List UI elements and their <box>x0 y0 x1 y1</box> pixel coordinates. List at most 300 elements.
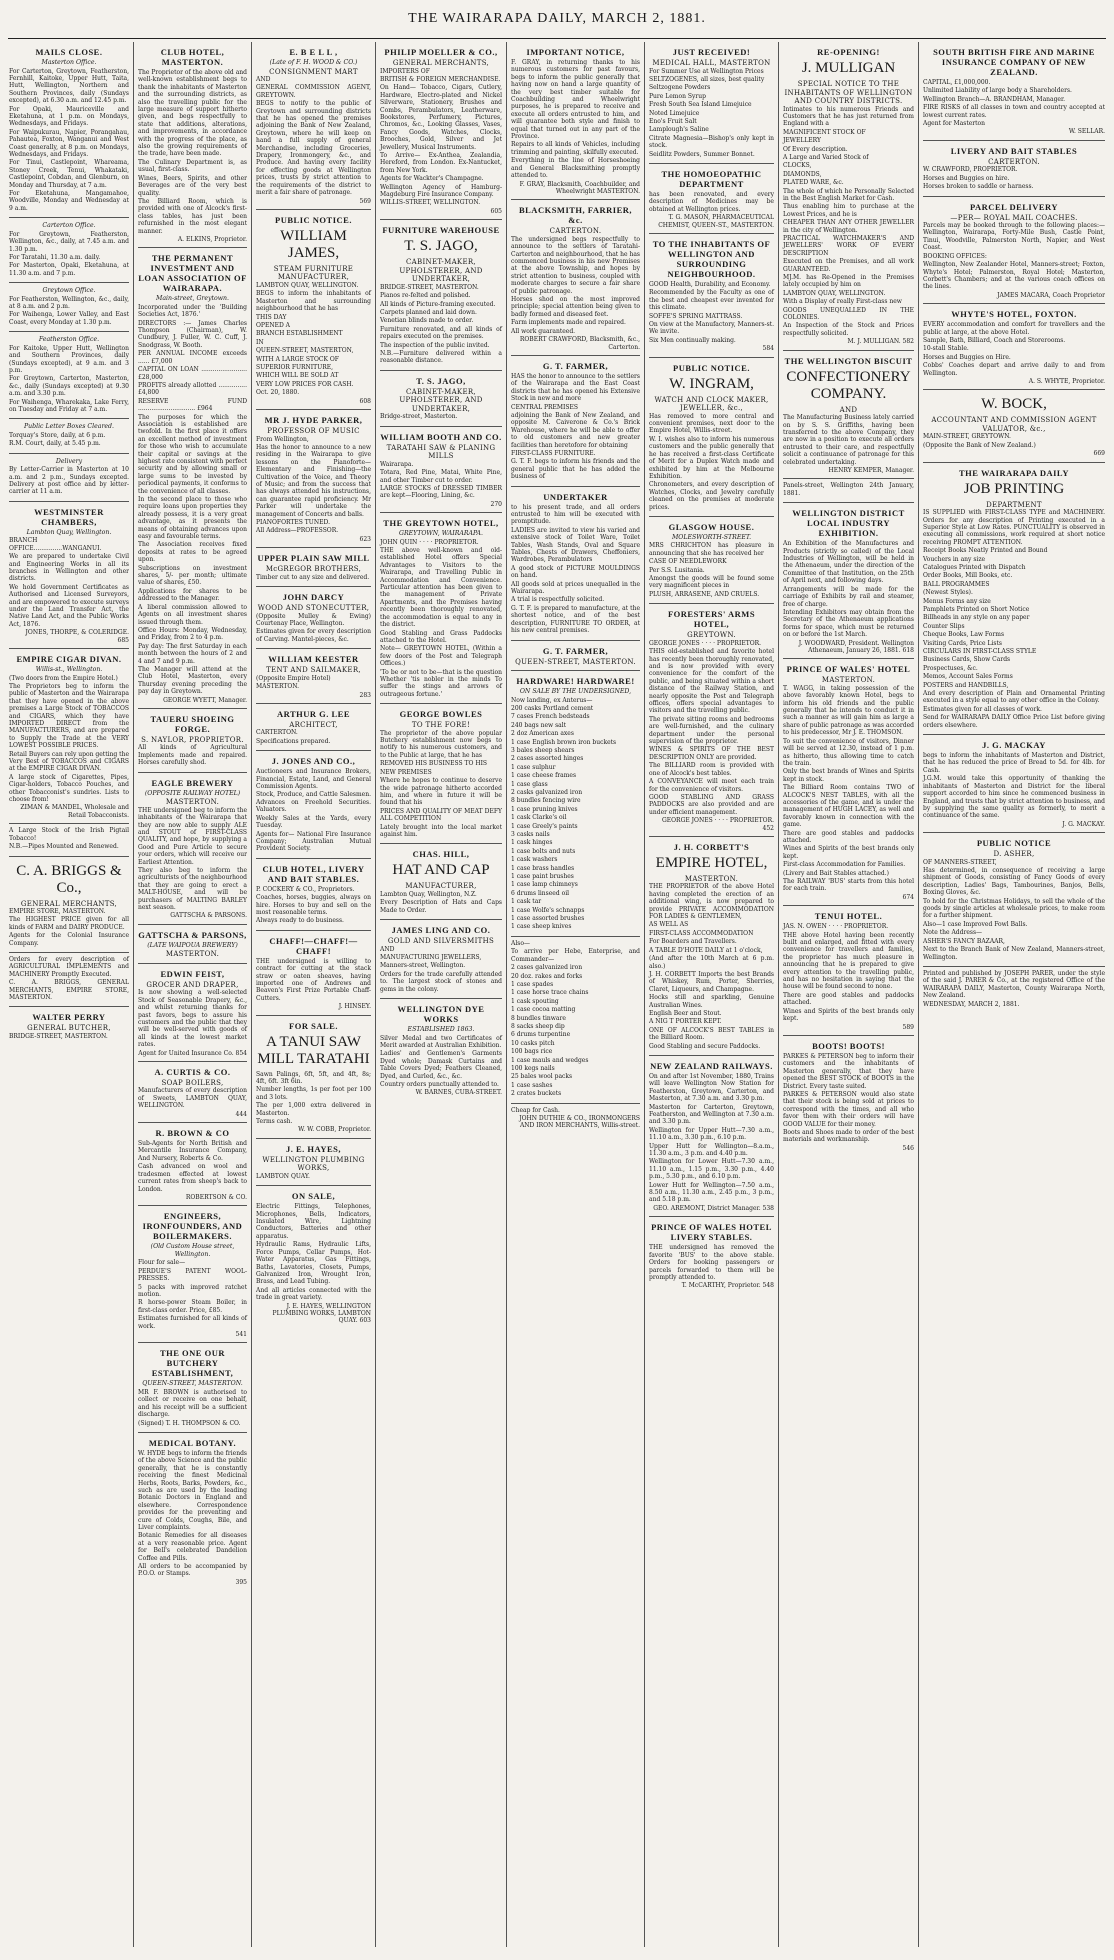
ad-paragraph: 1 case mauls and wedges <box>511 1056 589 1064</box>
ad-subheading: QUEEN-STREET, MASTERTON. <box>142 1380 243 1388</box>
ad-paragraph: Everything in the line of Horseshoeing and General Blacksmithing promptly attended to. <box>511 157 640 180</box>
ad-paragraph: J.G.M. would take this opportunity of thanking the inhabitants of Masterton and District for the liberal support accorded to him since he commenced business in England, and trusts that by strict attention to business, and by supplying the same quality as formerly, to merit a continuance of the same. <box>923 775 1106 820</box>
ad-paragraph: 1 case paint brushes <box>511 873 574 881</box>
ad-paragraph: BRIDGE-STREET, MASTERTON. <box>380 283 479 291</box>
ad-paragraph: CENTRAL PREMISES <box>511 403 579 411</box>
ad-heading: PUBLIC NOTICE. <box>275 214 352 225</box>
ad-paragraph: 10 casks pitch <box>511 1039 555 1047</box>
ad-heading: GATTSCHA & PARSONS, <box>138 929 247 940</box>
ad-paragraph: Unlimited Liability of large body a Shareholders. <box>923 87 1072 95</box>
ad-paragraph: And every description of Plain and Ornamental Printing executed in a style equal to any other office in the Colony. <box>923 690 1105 705</box>
ad-paragraph: C. A. BRIGGS, GENERAL MERCHANTS, EMPIRE STORE, MASTERTON. <box>9 979 129 1002</box>
advertisement <box>380 220 502 371</box>
ad-paragraph: REMOVED HIS BUSINESS TO HIS <box>380 760 488 768</box>
ad-heading: E. B E L L , <box>289 47 338 57</box>
ad-paragraph: SOFFE'S SPRING MATTRASS. <box>649 312 743 320</box>
ad-paragraph: Coaches, horses, buggies, always on hire. Horses to buy and sell on the most reasonable terms. <box>256 894 371 916</box>
ad-paragraph: A trial is respectfully solicited. <box>511 596 605 604</box>
ad-paragraph: (And after the 10th March at 6 p.m. also.) <box>649 955 774 970</box>
ad-heading: MEDICAL BOTANY. <box>148 1437 237 1448</box>
ad-heading: NEW ZEALAND RAILWAYS. <box>650 1060 773 1071</box>
ad-paragraph: Agents for the Colonial Insurance Company. <box>9 932 129 947</box>
ad-paragraph: The per 1,000 extra delivered in Masterton. <box>256 1102 371 1117</box>
ad-paragraph: Chronometers, and every description of Watches, Clocks, and Jewelry carefully cleaned on the premises at moderate prices. <box>649 481 774 511</box>
ad-paragraph: MASTERTON. <box>256 683 300 691</box>
ad-paragraph: 2 casks galvanized iron <box>511 788 583 796</box>
ad-paragraph: PARKES & PETERSON would also state that their stock is being sold at prices to correspond with the times, and all who favor them with their orders will have GOOD VALUE for their money. <box>783 1090 914 1128</box>
ad-caption: MANUFACTURER, <box>405 882 477 891</box>
ad-caption: GREYTOWN. <box>687 631 736 640</box>
ad-paragraph: Always ready to do business. <box>256 917 344 925</box>
ad-paragraph: GOOD Health, Durability, and Economy. <box>649 281 771 288</box>
ad-paragraph: A good stock of PICTURE MOULDINGS on hand. <box>511 564 640 580</box>
advertisement <box>511 200 640 356</box>
ad-paragraph: R.M. Court, daily, at 5.45 p.m. <box>9 440 101 448</box>
advertisement <box>649 1056 774 1217</box>
ad-subheading: MOLESWORTH-STREET. <box>671 533 752 541</box>
ad-paragraph: Next to the Branch Bank of New Zealand, Manners-street, Wellington. <box>923 946 1105 961</box>
ad-paragraph: CIRCULARS IN FIRST-CLASS STYLE <box>923 648 1037 655</box>
ad-paragraph: Sample, Bath, Billiard, Coach and Storerooms. <box>923 336 1066 344</box>
ad-subheading: GREYTOWN, WAIRARAPA. <box>399 530 483 538</box>
masthead-rule <box>8 38 1106 39</box>
advertisement <box>783 351 914 480</box>
advertisement <box>923 833 1105 967</box>
ad-caption: GROCER AND DRAPER, <box>146 980 239 989</box>
advertisement <box>649 837 774 1056</box>
ad-paragraph: Sawn Palings, 6ft, 5ft, and 4ft, 8s; 4ft, 6ft. 3ft 6in. <box>256 1070 371 1085</box>
ad-caption: GOLD AND SILVERSMITHS <box>387 937 495 946</box>
ad-signature: ROBERTSON & CO. <box>185 1193 247 1201</box>
ad-paragraph: Farm implements made and repaired. <box>511 319 626 327</box>
ad-paragraph: Good Stabling and secure Paddocks. <box>649 1042 761 1050</box>
ad-heading: TENUI HOTEL. <box>814 911 883 922</box>
ad-signature: A. S. WHYTE, Proprietor. <box>1028 377 1105 385</box>
ad-subheading: ESTABLISHED 1863. <box>407 1026 475 1033</box>
ad-paragraph: PLATED WARE, &c. <box>783 179 844 187</box>
ad-paragraph: The Proprietors beg to inform the public of Masterton and the Wairarapa that they have opened in the above premises a Large Stock of TOBACCOS and CIGARS, which they have IMPORTED DIRECT from the MANUFACTURERS, and are prepared to Supply the Trade at the VERY LOWEST POSSIBLE PRICES. <box>9 682 129 750</box>
ad-paragraph: RESERVE FUND .............................. £964 <box>138 397 247 413</box>
ad-paragraph: WHICH WILL BE SOLD AT <box>256 372 339 380</box>
ad-display-name: EMPIRE HOTEL, <box>655 854 768 871</box>
ad-paragraph: An Exhibition of the Manufactures and Products (strictly so called) of the Local Industries of Wellington, will be held in the Athenaeum, under the direction of the Committee of that Institution, on the 25th of April next, and following days. <box>783 540 914 585</box>
advertisement <box>783 479 914 503</box>
ad-subheading: (Old Custom House street, Wellington. <box>150 1243 235 1258</box>
ad-paragraph: WITH A LARGE STOCK OF <box>256 355 339 363</box>
ad-subheading: (LATE WAIPOUA BREWERY) <box>147 941 238 949</box>
advertisement <box>9 857 129 954</box>
ad-paragraph: 8 bundles tinware <box>511 1014 566 1022</box>
ad-signature: J. HINSEY. <box>338 1003 371 1011</box>
ad-heading: PRINCE OF WALES' HOTEL <box>786 664 911 675</box>
ad-heading: T. S. JAGO, <box>416 375 466 386</box>
ad-heading: THE GREYTOWN HOTEL, <box>383 518 499 529</box>
ad-paragraph: For Carterton, Greytown, Featherston, Fernhill, Kaitoke, Upper Hutt, Taita, Hutt, Wellington, Northern and Southern Provinces, daily (Sundays excepted), at 6.30 a.m. and 12.45 p.m. <box>9 67 129 105</box>
ad-paragraph: LAMBTON QUAY, WELLINGTON. <box>256 281 359 289</box>
ad-paragraph: Business Cards, Show Cards <box>923 656 1011 664</box>
ad-paragraph: Orders for every description of AGRICULTURAL IMPLEMENTS and MACHINERY Promptly Executed. <box>9 956 129 978</box>
ad-paragraph: Pianos re-felted and polished. <box>380 292 471 300</box>
ad-paragraph: Cash advanced on wool and tradesmen effected at lowest current rates from sheep's back to London. <box>138 1163 247 1193</box>
ad-signature: M. J. MULLIGAN. 582 <box>847 338 914 346</box>
ad-caption: MASTERTON. <box>165 798 220 807</box>
ad-paragraph: 6 drums turpentine <box>511 1031 571 1039</box>
ad-paragraph: IN <box>256 338 264 346</box>
ad-paragraph: A CONVEYANCE will meet each train for the convenience of visitors. <box>649 778 774 793</box>
ad-paragraph: Citrate Magnesia—Bishop's only kept in stock. <box>649 134 774 150</box>
ad-caption: MEDICAL HALL, MASTERTON <box>652 59 771 67</box>
ad-signature: W. BARNES, CUBA-STREET. <box>415 1089 502 1097</box>
ad-paragraph: MANUFACTURING JEWELLERS, <box>380 953 482 961</box>
ad-heading: GLASGOW HOUSE. <box>668 521 755 532</box>
ad-display-name: JOB PRINTING <box>963 480 1065 497</box>
advertisement <box>9 454 129 502</box>
ad-paragraph: PRICES AND QUALITY OF MEAT DEFY ALL COMPETITION <box>380 807 502 823</box>
ad-paragraph: GOODS UNEQUALLED IN THE COLONIES. <box>783 306 914 322</box>
ad-paragraph: The BILLIARD room is provided with one of Alcock's best tables. <box>649 762 774 777</box>
ad-paragraph: Lamplough's Saline <box>649 126 709 134</box>
ad-paragraph: to his present trade, and all orders entrusted to him will be executed with promptitude. <box>511 503 640 526</box>
advertisement <box>511 42 640 200</box>
ad-paragraph: 1 case glass <box>511 780 548 788</box>
ad-paragraph: Wellington, New Zealander Hotel, Manners-street; Foxton, Whyte's Hotel; Palmerston, Royal Hotel; Masterton, Corbett's Chambers; and at the various coach offices on the lines. <box>923 261 1105 291</box>
ad-paragraph: (Two doors from the Empire Hotel.) <box>9 674 118 682</box>
ad-subheading: Carterton Office. <box>42 222 96 230</box>
ad-paragraph: Pure Lemon Syrup <box>649 92 706 100</box>
ad-paragraph: To suit the convenience of visitors, Dinner will be served at 12.30, instead of 1 p.m. as hitherto, thus allowing time to catch the train. <box>783 737 914 767</box>
ad-paragraph: 240 bags new salt <box>511 721 567 729</box>
ad-paragraph: (Newest Styles). <box>923 589 973 597</box>
ad-paragraph: Furniture renovated, and all kinds of repairs executed on the premises. <box>380 325 502 341</box>
ad-heading: EAGLE BREWERY <box>151 777 234 788</box>
ad-paragraph: LADIES are invited to view his varied and extensive stock of Toilet Ware, Toilet Tables, Wash Stands, Oval and Square Tables, Chests of Drawers, Cheffoniers, Wardrobes, Perambulators <box>511 526 640 564</box>
ad-paragraph: On and after 1st November, 1880, Trains will leave Wellington Now Station for Featherston, Greytown, Carterton, and Masterton, at 7.30 a.m. and 3.30 p.m. <box>649 1072 774 1103</box>
ad-signature: J. G. MACKAY. <box>1062 820 1105 828</box>
advertisement <box>511 487 640 641</box>
ad-paragraph: Is now showing a well-selected Stock of Seasonable Drapery, &c., and whilst returning thanks for past favors, begs to assure his customers and the public that they will be well-served with goods of all kinds at the lowest market rates. <box>138 989 247 1049</box>
ad-paragraph: The inspection of the public invited. <box>380 341 490 349</box>
ad-heading: J. H. CORBETT'S <box>673 841 750 852</box>
ad-paragraph: BRANCH ESTABLISHMENT <box>256 330 343 338</box>
ad-caption: PROFESSOR OF MUSIC <box>267 427 360 435</box>
advertisement <box>256 548 371 587</box>
column-1 <box>6 42 132 1947</box>
ad-paragraph: To Arrive— Ex-Anthea, Zealandia, Hereford, from London. Ex-Nantucket, from New York. <box>380 151 502 174</box>
ad-paragraph: For Greytown, Featherston, Wellington, &c., daily, at 7.45 a.m. and 1.30 p.m. <box>9 230 129 253</box>
ad-paragraph: PERDUE'S PATENT WOOL-PRESSES. <box>138 1267 247 1283</box>
ad-paragraph: LARGE STOCKS of DRESSED TIMBER are kept—Flooring, Lining, &c. <box>380 484 502 500</box>
advertisement <box>923 197 1105 305</box>
masthead: THE WAIRARAPA DAILY, MARCH 2, 1881. <box>408 11 706 26</box>
ad-paragraph: W. HYDE begs to inform the friends of the above Science and the public generally, that he is constantly receiving the finest Medicinal Herbs, Roots, Barks, Powders, &c., such as are used by the leading Botanic Doctors in England and elsewhere. Correspondence provides for the preventing and cure of Colds, Coughs, Bile, and Liver complaints. <box>138 1449 247 1531</box>
ad-paragraph: JEWELLERY <box>783 137 821 145</box>
ad-paragraph: FIRST-CLASS ACCOMMODATION <box>649 929 754 937</box>
ad-paragraph: Seidlitz Powders, Summer Bonnet. <box>649 150 755 158</box>
ad-signature: Agent for United Insurance Co. 854 <box>138 1049 247 1057</box>
ad-heading: PUBLIC NOTICE. <box>673 362 750 373</box>
ad-paragraph: Applications for shares to be addressed to the Manager. <box>138 587 247 603</box>
column-2 <box>135 42 250 1947</box>
ad-subheading: Public Letter Boxes Cleared. <box>23 423 114 431</box>
ad-paragraph: Now landing, ex Anterus— <box>511 696 593 704</box>
column-rule <box>644 42 645 1947</box>
ad-caption: D. ASHER, <box>993 850 1035 859</box>
ad-signature: A. ELKINS, Proprietor. <box>177 235 247 243</box>
ad-paragraph: Amongst the goods will be found some very magnificent pieces in <box>649 575 774 590</box>
ad-heading: CHAS. HILL, <box>412 849 470 860</box>
ad-signature: J. WOODWARD, President. Wellington Athenaeum, January 26, 1881. 618 <box>798 639 914 654</box>
ad-caption: TARATAHI SAW & PLANING MILLS <box>386 443 496 461</box>
ad-paragraph: PROFITS already allotted ............... £4,800 <box>138 381 247 397</box>
ad-paragraph: Per S.S. Lusitania. <box>649 566 705 574</box>
ad-heading: THE HOMOEOPATHIC DEPARTMENT <box>661 168 762 189</box>
ad-paragraph: Hydraulic Rams, Hydraulic Lifts, Force Pumps, Cellar Pumps, Hot-Water Apparatus, Gas Fittings, Baths, Lavatories, Closets, Pumps, Galvanized Iron, Wrought Iron, Brass, and Lead Tubing. <box>256 1241 371 1286</box>
ad-paragraph: Stock, Produce, and Cattle Salesmen. Advances on Freehold Securities. Valuators. <box>256 791 371 814</box>
ad-paragraph: Agents for Wackter's Champagne. <box>380 175 484 183</box>
ad-paragraph: (Livery and Bait Stables attached.) <box>783 869 889 877</box>
ad-display-name: J. MULLIGAN <box>801 60 896 76</box>
ad-paragraph: Send for WAIRARAPA DAILY Office Price List before giving orders elsewhere. <box>923 714 1105 729</box>
ad-heading: SOUTH BRITISH FIRE AND MARINE INSURANCE COMPANY OF NEW ZEALAND. <box>933 47 1095 77</box>
ad-caption: SOAP BOILERS, <box>161 1078 224 1087</box>
ad-paragraph: 1 case sheep knives <box>511 923 572 931</box>
ad-paragraph: Horses and Buggies on hire. <box>923 174 1010 182</box>
ad-caption: GENERAL BUTCHER, <box>27 1024 111 1033</box>
ad-paragraph: 1 case sashes <box>511 1081 553 1089</box>
ad-heading: RE-OPENING! <box>817 47 880 57</box>
ad-paragraph: 1 cask Clarke's oil <box>511 814 567 822</box>
ad-paragraph: JOHN QUIN · · · · PROPRIETOR. <box>380 538 479 546</box>
ad-heading: LIVERY AND BAIT STABLES <box>950 145 1078 156</box>
advertisement <box>9 649 129 824</box>
ad-paragraph: 1 case brass handles <box>511 864 575 872</box>
ad-paragraph: DIRECTORS :— James Charles Thompson (Chairman), W. Cundbury, J. Fuller, W. C. Cuff, J. Snodgrass, W. Booth. <box>138 319 247 349</box>
ad-paragraph: 1 case spades <box>511 980 554 988</box>
column-3 <box>253 42 374 1947</box>
ad-paragraph: THE undersigned is willing to contract for cutting at the stack straw or oaten sheaves, having imported one of Andrews and Beaven's First Prize Portable Chaff-Cutters. <box>256 957 371 1002</box>
ad-paragraph: A Large and Varied Stock of <box>783 153 869 161</box>
advertisement <box>380 513 502 704</box>
ad-paragraph: For Waihenga, Lower Valley, and East Coast, every Monday at 1.30 p.m. <box>9 311 129 326</box>
ad-paragraph: Catalogues Printed with Dispatch <box>923 563 1026 571</box>
ad-caption: DEPARTMENT <box>986 500 1042 509</box>
advertisement <box>380 999 502 1101</box>
ad-paragraph: SELTZOGENES, all sizes, best quality <box>649 75 765 83</box>
ad-paragraph: The proprietor of the above popular Butchery establishment now begs to notify to his numerous customers, and to the Public at large, that he has <box>380 729 502 759</box>
ad-caption: GENERAL MERCHANTS, <box>20 899 118 908</box>
ad-paragraph: Panels-street, Wellington 24th January, 1881. <box>783 482 914 497</box>
ad-paragraph: 8 bundles fencing wire <box>511 797 581 805</box>
advertisement <box>256 42 371 210</box>
ad-paragraph: ASHER'S FANCY BAZAAR, <box>923 937 1005 945</box>
ad-paragraph: Lately brought into the local market against him. <box>380 823 502 838</box>
ad-number: 546 <box>902 1144 914 1152</box>
ad-paragraph: All kinds of Agricultural Implements made and repaired. Horses carefully shod. <box>138 744 247 767</box>
ad-paragraph: Eno's Fruit Salt <box>649 117 697 125</box>
ad-caption: AND <box>839 405 858 414</box>
ad-paragraph: The Proprietor of the above old and well-known establishment begs to thank the inhabitants of Masterton and the surrounding districts, as also the travelling public for the large measure of support hitherto given, and begs respectfully to state that additions, alterations, and improvements, in accordance with the progress of the place, as also the growing requirements of the trade, have been made. <box>138 69 247 158</box>
ad-heading: WELLINGTON DYE WORKS <box>397 1004 485 1024</box>
column-6 <box>646 42 777 1947</box>
ad-paragraph: A Large Stock of the Irish Pigtail Tobacco! <box>9 827 129 842</box>
ad-paragraph: Every Description of Hats and Caps Made to Order. <box>380 899 502 914</box>
ad-caption: STEAM FURNITURE MANUFACTURER, <box>273 264 354 282</box>
ad-paragraph: The undersigned begs respectfully to announce to the settlers of Taratahi-Carterton and neighbourhood, that he has commenced business in his new Premises at the above Township, and hopes by strict attention to business, coupled with moderate charges to secure a fair share of public patronage. <box>511 235 640 295</box>
ad-paragraph: Boots and Shoes made to order of the best materials and workmanship. <box>783 1128 914 1144</box>
ad-paragraph: The RAILWAY 'BUS' starts from this hotel for each train. <box>783 878 914 893</box>
ad-paragraph: Horses broken to saddle or harness. <box>923 183 1034 191</box>
ad-paragraph: Also— <box>511 939 530 947</box>
ad-paragraph: THE undersigned has removed the favorite 'BUS' to the above stable. Orders for booking passengers or parcels forwarded to them will be promptly attended to. <box>649 1244 774 1281</box>
ad-paragraph: Manufacturers of every description of Sweets, LAMBTON QUAY, WELLINGTON. <box>138 1087 247 1110</box>
ad-paragraph: FIRST-CLASS FURNITURE. <box>511 449 596 457</box>
advertisement <box>380 920 502 999</box>
ad-paragraph: Noted Limejuice <box>649 109 700 117</box>
advertisement <box>783 503 914 659</box>
advertisement <box>649 517 774 604</box>
ad-paragraph: Good Stabling and Grass Paddocks attached to the Hotel. <box>380 629 502 644</box>
ad-caption: TENT AND SAILMAKER, <box>266 666 361 675</box>
ad-paragraph: AND <box>256 76 271 83</box>
advertisement <box>649 234 774 358</box>
ad-caption: TO THE FORE! <box>411 721 471 730</box>
column-4 <box>377 42 505 1947</box>
ad-paragraph: 7 cases French bedsteads <box>511 713 590 721</box>
ad-heading: MR J. HYDE PARKER, <box>264 415 363 425</box>
ad-paragraph: HAS the honor to announce to the settlers of the Wairarapa and the East Coast districts that he has opened his Extensive Stock in new and more <box>511 372 640 403</box>
ad-paragraph: In the second place to those who require loans upon properties they already possess, it is a very great advantage, as it presents the means of obtaining advances upon easy and favourable terms. <box>138 496 247 541</box>
ad-paragraph: Menus Forms any size <box>923 597 991 605</box>
ad-subheading: (OPPOSITE RAILWAY HOTEL) <box>144 789 241 797</box>
advertisement <box>9 502 129 649</box>
ad-paragraph: Number lengths, 1s per foot per 100 and 3 lots. <box>256 1086 371 1101</box>
ad-paragraph: BRANCH OFFICE...............WANGANUI. <box>9 537 102 552</box>
advertisement <box>783 906 914 1036</box>
ad-paragraph: CAPITAL ON LOAN ........................ £28,000 <box>138 366 247 381</box>
ad-paragraph: 1 case sulphur <box>511 763 556 771</box>
advertisement <box>380 371 502 427</box>
ad-paragraph: AND <box>380 945 395 953</box>
ad-paragraph: The Billiard Room, which is provided with one of Alcock's first-class tables, has just been refurnished in the most elegant manner. <box>138 197 247 235</box>
ad-paragraph: GEORGE JONES · · · · PROPRIETOR. <box>649 639 762 647</box>
column-rule <box>133 42 134 1947</box>
ad-heading: WHYTE'S HOTEL, FOXTON. <box>951 309 1077 320</box>
ad-heading: ON SALE, <box>291 1191 336 1202</box>
advertisement <box>511 1104 640 1134</box>
ad-heading: PRINCE OF WALES HOTEL LIVERY STABLES. <box>651 1222 772 1243</box>
advertisement <box>256 704 371 751</box>
ad-paragraph: Memos, Account Sales Forms <box>923 673 1013 681</box>
ad-paragraph: Horses shod on the most improved principle; special attention being given to badly formed and diseased feet. <box>511 296 640 318</box>
ad-heading: TO THE INHABITANTS OF WELLINGTON AND SURROUNDING NEIGHBOURHOOD. <box>652 239 771 279</box>
ad-paragraph: IS SUPPLIED with FIRST-CLASS TYPE and MACHINERY. Orders for any description of Printing executed in a Superior Style at Low Rates. PUNCTUALITY is observed in executing all commissions, work required at short notice receiving PROMPT ATTENTION. <box>923 509 1105 546</box>
advertisement <box>138 709 247 773</box>
ad-paragraph: Hocks still and sparkling, Genuine Australian Wines. <box>649 994 774 1009</box>
ad-signature: T. McCARTHY, Proprietor. 548 <box>681 1282 774 1290</box>
ad-signature: HENRY KEMPER, Manager. <box>828 467 914 475</box>
ad-caption: WOOD AND STONECUTTER, <box>257 604 370 613</box>
ad-paragraph: The Billiard Room contains TWO of ALCOCK'S NEST TABLES, with all the accessories of the game, and is under the management of HUGH LACEY, as well and favorably known in connection with the game. <box>783 784 914 829</box>
ad-paragraph: Note the Address— <box>923 929 983 937</box>
advertisement <box>138 42 247 248</box>
ad-paragraph: FIRE RISKS of all classes in town and country accepted at lowest current rates. <box>923 104 1105 119</box>
ad-paragraph: Executed on the Premises, and all work GUARANTEED. <box>783 258 914 273</box>
ad-heading: J. E. HAYES, <box>285 1143 342 1154</box>
advertisement <box>923 141 1105 197</box>
ad-paragraph: ONE OF ALCOCK'S BEST TABLES in the Billiard Room. <box>649 1026 774 1042</box>
ad-paragraph: CAPITAL, £1,000,000. <box>923 79 991 86</box>
ad-caption: S. NAYLOR, PROPRIETOR. <box>141 735 244 744</box>
ad-paragraph: THE above Hotel having been recently built and enlarged, and fitted with every convenience for travellers and families, the proprietor has much pleasure in announcing that he is prepared to give every attention to the travelling public, and has no hesitation in saying that the house will be found second to none. <box>783 931 914 991</box>
ad-paragraph: BALL PROGRAMMES <box>923 580 990 588</box>
ad-heading: PARCEL DELIVERY <box>969 201 1059 212</box>
ad-paragraph: Incorporated under the 'Building Societies Act, 1876.' <box>138 303 247 319</box>
ad-heading: EMPIRE CIGAR DIVAN. <box>16 654 122 665</box>
ad-paragraph: 3 casks nails <box>511 831 550 838</box>
ad-paragraph: A TABLE D'HOTE DAILY at 1 o'clock, <box>649 946 763 954</box>
ad-paragraph: Receipt Books Neatly Printed and Bound <box>923 547 1048 555</box>
ad-number: 270 <box>490 500 502 508</box>
ad-signature: JOHN DUTHIE & CO., IRONMONGERS AND IRON MERCHANTS, Willis-street. <box>519 1115 640 1130</box>
ad-paragraph: WEDNESDAY, MARCH 2, 1881. <box>923 1000 1020 1008</box>
ad-heading: TAUERU SHOEING FORGE. <box>150 713 235 734</box>
ad-heading: UPPER PLAIN SAW MILL <box>257 553 370 564</box>
ad-paragraph: All goods sold at prices unequalled in the Wairarapa. <box>511 580 640 596</box>
ad-paragraph: Bridge-street, Masterton. <box>380 413 458 421</box>
advertisement <box>9 283 129 332</box>
ad-paragraph: CLOCKS, <box>783 162 812 170</box>
advertisement <box>923 304 1105 390</box>
ad-paragraph: (Signed) T. H. THOMPSON & CO. <box>138 1419 241 1427</box>
ad-paragraph: OF MANNERS-STREET, <box>923 858 997 866</box>
ad-heading: HARDWARE! HARDWARE! <box>516 676 635 686</box>
ad-display-name: CONFECTIONERY COMPANY. <box>786 368 911 402</box>
ad-caption: WATCH AND CLOCK MAKER, JEWELLER, &c., <box>654 395 769 413</box>
ad-caption: GENERAL MERCHANTS, <box>392 59 490 67</box>
advertisement <box>256 751 371 858</box>
ad-number: 589 <box>902 1023 914 1031</box>
ad-paragraph: The whole of which he Personally Selected in the Best English Market for Cash. <box>783 187 914 202</box>
advertisement <box>923 967 1105 1013</box>
ad-heading: GEORGE BOWLES <box>399 709 483 720</box>
ad-paragraph: BOOKING OFFICES: <box>923 252 987 260</box>
ad-paragraph: 2 doz American axes <box>511 730 574 738</box>
ad-paragraph: PARKES & PETERSON beg to inform their customers and the inhabitants of Masterton generally, that they have opened the BEST STOCK of BOOTS in the District. Every taste suited. <box>783 1052 914 1090</box>
ad-number: 283 <box>359 691 371 699</box>
ad-paragraph: 100 kegs nails <box>511 1064 555 1072</box>
ad-paragraph: Of Every description. <box>783 145 848 153</box>
ad-heading: CHAFF!—CHAFF!—CHAFF! <box>269 935 358 956</box>
ad-paragraph: A NIG T PORTER KEPT. <box>649 1018 722 1026</box>
ad-paragraph: Billheads in any style on any paper <box>923 614 1030 622</box>
column-rule <box>918 42 919 1947</box>
ad-paragraph: CARTERTON. <box>256 729 298 737</box>
ad-paragraph: DIAMONDS, <box>783 170 822 178</box>
ad-paragraph: For Kaitoke, Upper Hutt, Wellington and Southern Provinces, daily (Sundays excepted), at 9 a.m. and 3 p.m. <box>9 344 129 374</box>
advertisement <box>9 419 129 453</box>
ad-paragraph: The Culinary Department is, as usual, first-class. <box>138 158 247 174</box>
ad-display-name: HAT AND CAP <box>392 862 490 879</box>
ad-caption: CARTERTON. <box>549 227 602 236</box>
ad-signature: GEORGE JONES · · · · PROPRIETOR. 452 <box>661 817 774 832</box>
ad-paragraph: Masterton for Carterton, Greytown, Featherston, and Wellington at 7.30 a.m. and 3.30 p.m. <box>649 1103 774 1126</box>
ad-paragraph: For Masterton, Opaki, Eketahuna, at 11.30 a.m. and 7 p.m. <box>9 262 129 277</box>
ad-number: 674 <box>902 893 914 901</box>
ad-paragraph: 3 bales sheep shears <box>511 746 575 754</box>
ad-paragraph: Recommended by the Faculty as one of the best and cheapest ever invented for this climate. <box>649 289 774 312</box>
ad-paragraph: (Opposite Empire Hotel) <box>256 674 331 682</box>
ad-heading: FURNITURE WAREHOUSE <box>382 225 500 236</box>
